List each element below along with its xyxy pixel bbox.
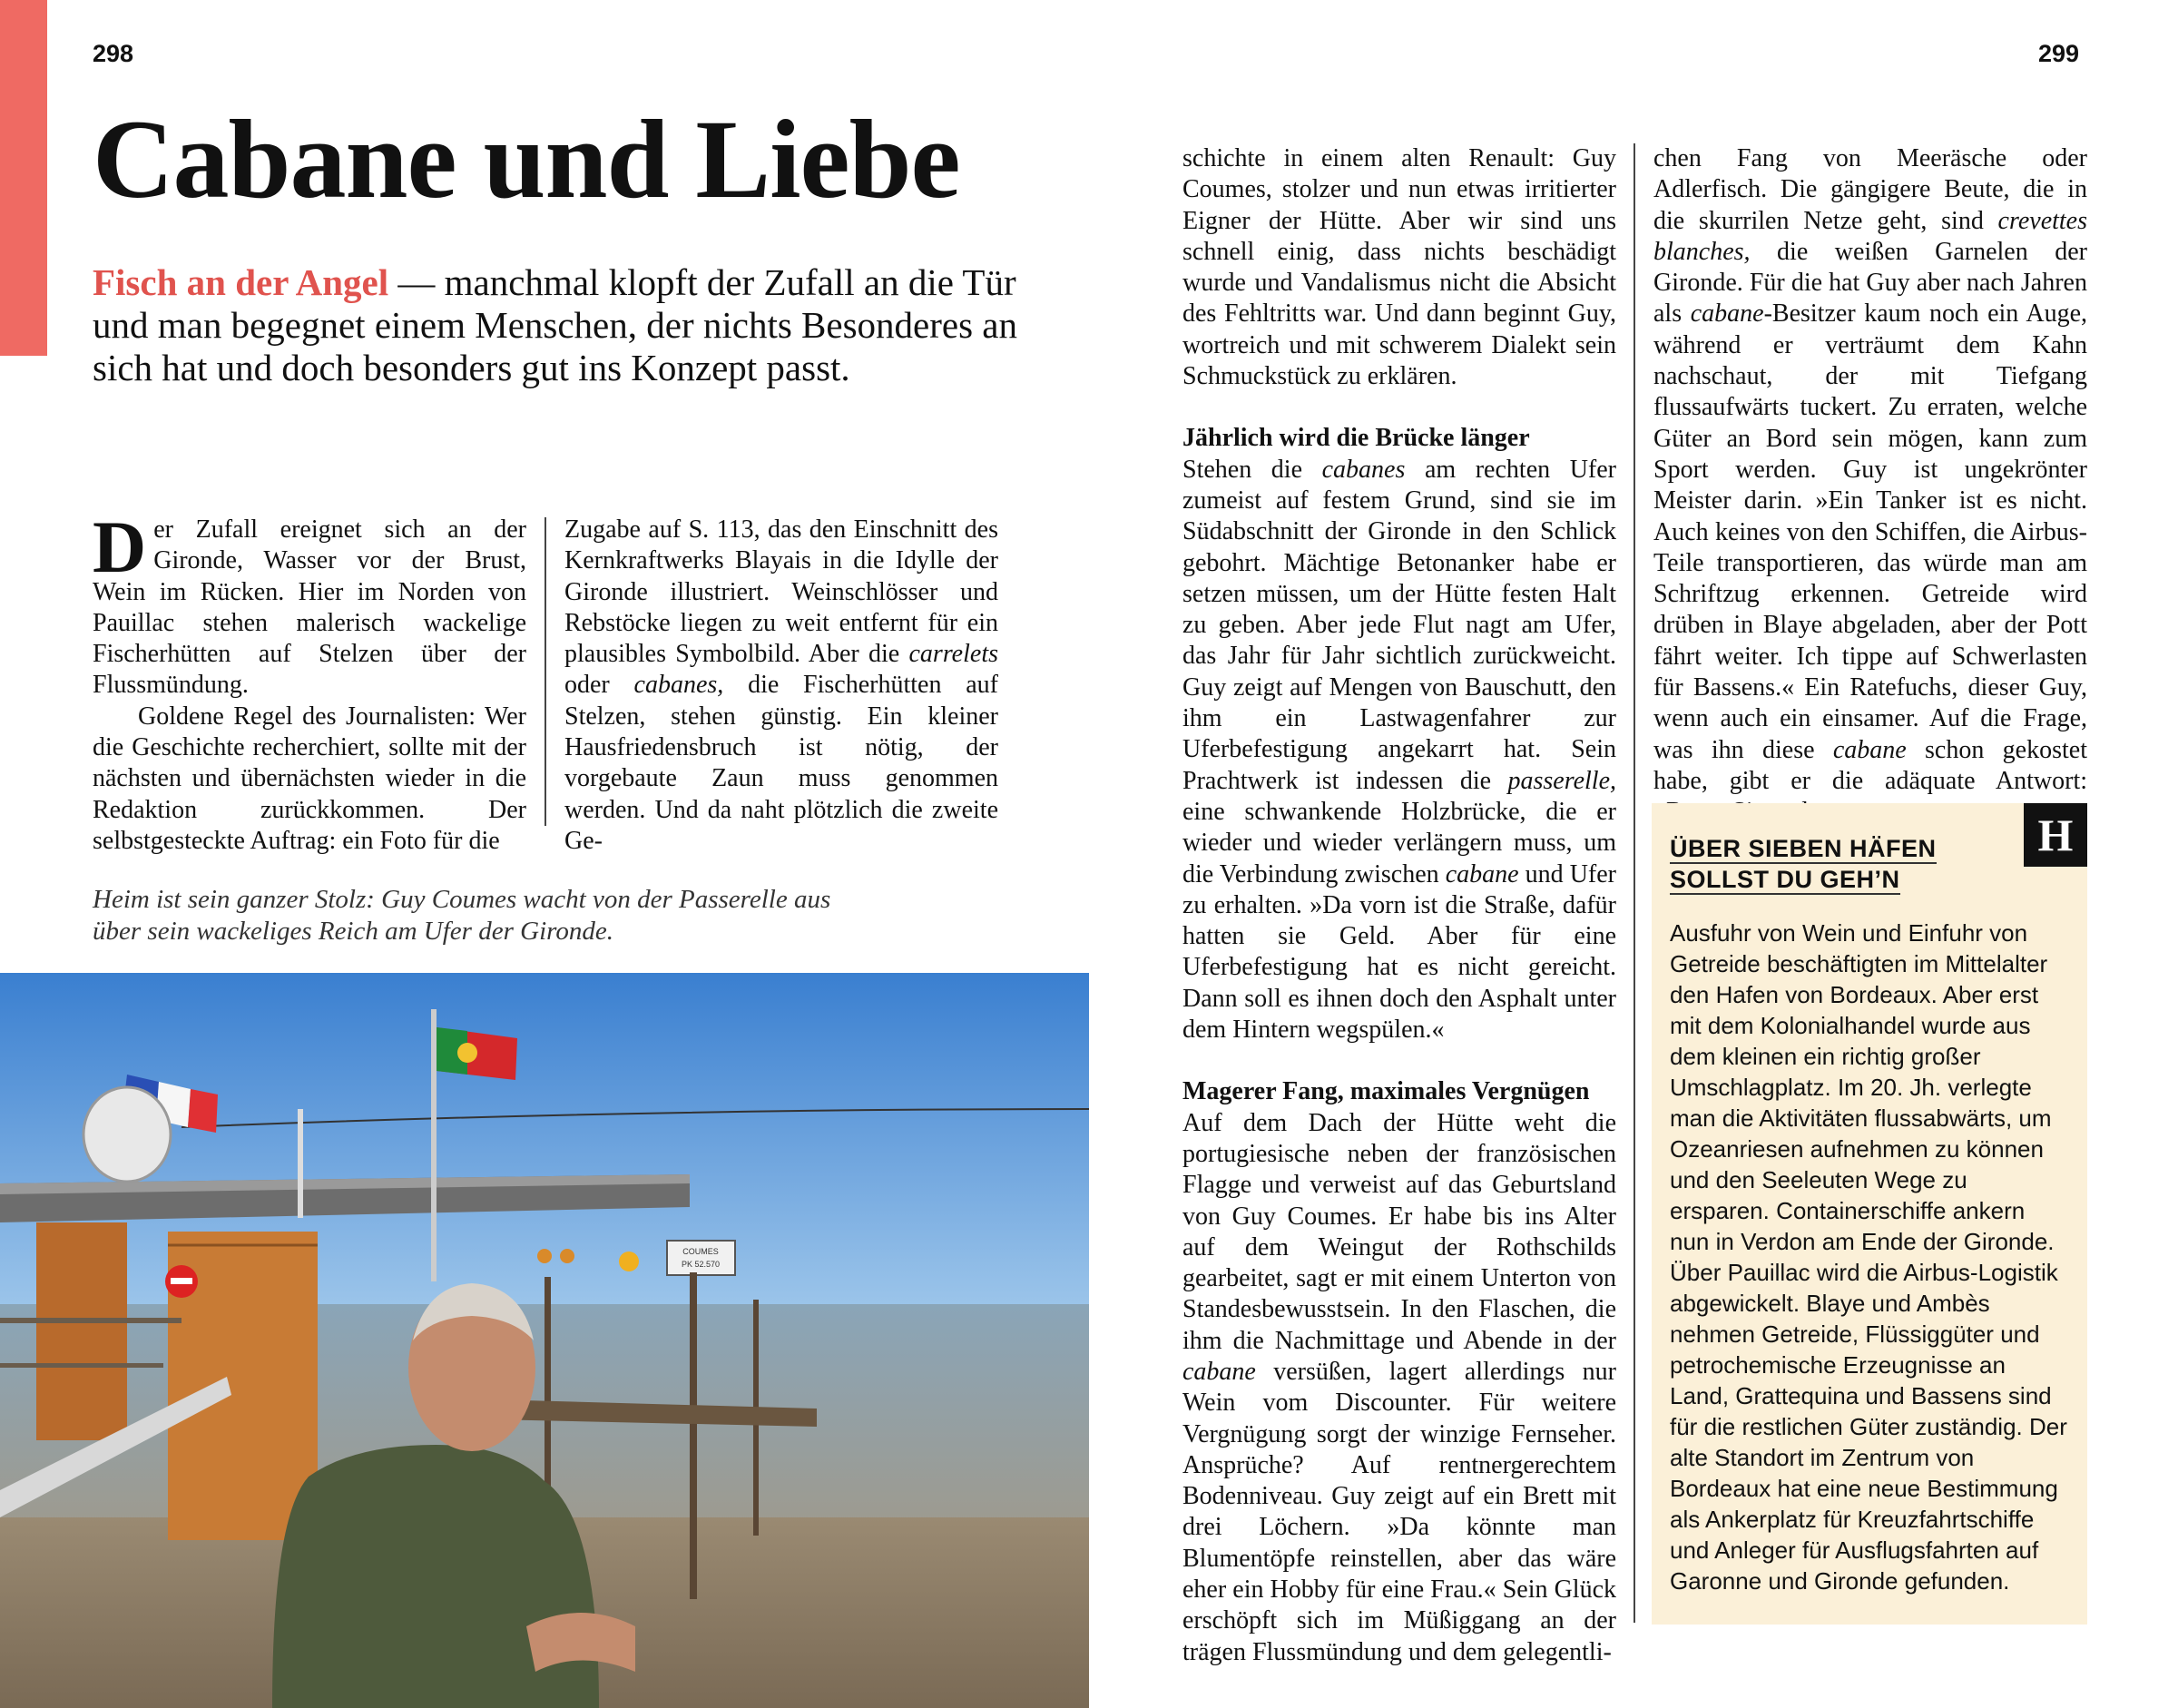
- col2-italic: cabanes,: [633, 671, 724, 700]
- cabane-sign-line-1: COUMES: [682, 1247, 719, 1256]
- photo-caption: Heim ist sein ganzer Stolz: Guy Coumes wacht von der Passerelle aus über sein wackeliges Reich am Ufer der Gironde.: [93, 885, 831, 946]
- col3-text: Auf dem Dach der Hütte weht die portugiesische neben der französischen Flagge und verweist auf das Geburtsland von Guy Coumes. Er habe bis ins Alter auf dem Weingut der Rothschilds gearbeitet, sagt er mit einem Unterton von Standesbewusstsein. In den Flaschen, die ihm die Nachmittage und Abende in der: [1182, 1108, 1616, 1355]
- page-number-left: 298: [93, 40, 134, 67]
- col2-italic: carrelets: [908, 640, 998, 669]
- col3-text: Stehen die: [1182, 455, 1322, 484]
- column-divider: [1634, 143, 1635, 1623]
- article-intro: [93, 261, 1018, 389]
- col1-paragraph-2: Goldene Regel des Journalisten: Wer die Geschichte recherchiert, sollte mit der nächsten und übernächsten wieder in die Redaktion zurückkommen. Der selbstgesteckte Auftrag: ein Foto für die: [93, 702, 526, 855]
- column-divider: [544, 517, 546, 826]
- col3-italic: cabanes: [1321, 455, 1406, 484]
- accent-bar: [0, 0, 47, 356]
- photo-fisherman-cabane: [0, 973, 1089, 1708]
- infobox-title-line-1: ÜBER SIEBEN HÄFEN: [1670, 835, 1937, 862]
- col4-text: -Besitzer kaum noch ein Auge, während er verträumt dem Kahn nachschaut, der mit Tiefgang flussaufwärts tuckert. Zu erraten, welche Güter an Bord sein mögen, kann zum Sport werden. Guy ist ungekrönter Meister darin. »Ein Tanker ist es nicht. Auch keines von den Schiffen, die Airbus-Teile transportieren, das würde man am Schriftzug erkennen. Getreide wird drüben in Blaye abgeladen, aber der Pott fährt weiter. Ich tippe auf Schwerlasten für Bassens.« Ein Ratefuchs, dieser Guy, wenn auch ein einsamer. Auf die Frage, was ihn diese: [1653, 299, 2087, 764]
- flag-pole: [431, 1009, 437, 1281]
- body-column-2: [564, 515, 998, 857]
- col3-text: am rechten Ufer zumeist auf festem Grund, sind sie im Südabschnitt der Gironde in den Schlick gebohrt. Mächtige Betonanker habe er setzen müssen, um der Hütte festen Halt zu geben. Aber jede Flut nagt am Ufer, das Jahr für Jahr sichtlich zurückweicht. Guy zeigt auf Mengen von Bauschutt, den ihm ein Lastwagenfahrer zur Uferbefestigung angekarrt hat. Sein Prachtwerk ist indessen die: [1182, 455, 1617, 795]
- body-column-1: [93, 506, 526, 857]
- col2-text: Zugabe auf S. 113, das den Einschnitt des Kernkraftwerks Blayais in die Idylle der Gironde illustriert. Weinschlösser und Rebstöcke liegen zu weit entfernt für ein plausibles Symbolbild. Aber die: [564, 515, 998, 669]
- intro-text: — manchmal klopft der Zufall an die Tür und man begegnet einem Menschen, der nichts Besonderes an sich hat und doch besonders gut ins Konzept passt.: [93, 261, 1017, 388]
- col4-text: schon gekostet habe, gibt er die adäquate Antwort:: [1653, 735, 2087, 795]
- col1-paragraph-1: er Zufall ereignet sich an der Gironde, Wasser vor der Brust, Wein im Rücken. Hier im Norden von Pauillac stehen malerisch wackelige Fischerhütten auf Stelzen über der Flussmündung.: [93, 515, 526, 700]
- infobox-text: Ausfuhr von Wein und Einfuhr von Getreide beschäftigten im Mittelalter den Hafen von Bordeaux. Aber erst mit dem Kolonialhandel wurde aus dem kleinen ein richtig großer Umschlagplatz. Im 20. Jh. verlegte man die Aktivitäten flussabwärts, um Ozeanriesen aufnehmen zu können und den Seeleuten Wege zu ersparen. Containerschiffe ankern nun in Verdon am Ende der Gironde. Über Pauillac wird die Airbus-Logistik abgewickelt. Blaye und Ambès nehmen Getreide, Flüssiggüter und petrochemische Erzeugnisse an Land, Grattequina und Bassens sind für die restlichen Güter zuständig. Der alte Standort im Zentrum von Bordeaux hat eine neue Bestimmung als Ankerplatz für Kreuzfahrtschiffe und Anleger für Ausflugsfahrten auf Garonne und Gironde gefunden.: [1670, 919, 2067, 1595]
- col4-text: die weißen Garnelen der Gironde. Für die hat Guy aber nach Jahren als: [1653, 237, 2087, 329]
- infobox-h-icon: H: [2024, 803, 2087, 867]
- col3-paragraph-1: schichte in einem alten Renault: Guy Coumes, stolzer und nun etwas irritierter Eigner der Hütte. Aber wir sind uns schnell einig, dass nichts beschädigt wurde und Vandalismus nicht die Absicht des Fehltritts war. Und dann beginnt Guy, wortreich und mit schwerem Dialekt sein Schmuckstück zu erklären.: [1182, 144, 1616, 391]
- photo-illustration: [0, 973, 1089, 1708]
- col4-italic: cabane: [1690, 299, 1764, 329]
- col4-text: chen Fang von Meeräsche oder Adlerfisch. Die gängigere Beute, die in die skurrilen Netze geht, sind: [1653, 144, 2087, 235]
- drop-cap: D: [93, 506, 147, 588]
- buoy: [619, 1252, 639, 1271]
- subheading-bridge: Jährlich wird die Brücke länger: [1182, 424, 1530, 453]
- cabane-sign: [667, 1241, 735, 1275]
- infobox-title-line-2: SOLLST DU GEH’N: [1670, 866, 1900, 893]
- col4-italic: cabane: [1832, 735, 1907, 764]
- col3-italic: passerelle,: [1507, 766, 1616, 795]
- col2-text: oder: [564, 671, 634, 700]
- satellite-dish: [83, 1087, 171, 1182]
- col3-text: versüßen, lagert allerdings nur Wein vom Discounter. Für weitere Vergnügung sorgt der winzige Fernseher. Ansprüche? Auf rentnergerechtem Bodenniveau. Guy zeigt auf ein Brett mit drei Löchern. »Da könnte man Blumentöpfe reinstellen, aber das wäre eher ein Hobby für eine Frau.« Sein Glück erschöpft sich im Müßiggang an der trägen Flussmündung und dem gelegentli-: [1182, 1357, 1616, 1666]
- infobox-title: [1670, 833, 1978, 895]
- cabane-sign-line-2: PK 52.570: [681, 1260, 721, 1269]
- col3-italic: cabane: [1182, 1357, 1256, 1386]
- col2-text: die Fischerhütten auf Stelzen, stehen günstig. Ein kleiner Hausfriedensbruch ist nötig, der vorgebaute Zaun muss genommen werden. Und da naht plötzlich die zweite Ge-: [564, 671, 998, 855]
- hut-wall: [36, 1222, 127, 1440]
- col4-italic: crevettes blanches,: [1653, 206, 2087, 266]
- article-title: Cabane und Liebe: [93, 97, 960, 221]
- col3-text: und Ufer zu erhalten. »Da vorn ist die Straße, dafür hatten sie Geld. Aber für eine Uferbefestigung hat es nicht gereicht. Dann soll es ihnen doch den Asphalt unter dem Hintern wegspülen.«: [1182, 859, 1616, 1045]
- body-column-4: [1653, 143, 2087, 829]
- subheading-catch: Magerer Fang, maximales Vergnügen: [1182, 1077, 1590, 1106]
- antenna-mast: [298, 1109, 303, 1218]
- page-number-right: 299: [2038, 40, 2080, 67]
- body-column-3: [1182, 143, 1616, 1668]
- intro-kicker: Fisch an der Angel: [93, 261, 389, 303]
- col3-text: eine schwankende Holzbrücke, die er wieder und wieder verlängern muss, um die Verbindung zwischen: [1182, 797, 1616, 888]
- col3-italic: cabane: [1445, 859, 1519, 888]
